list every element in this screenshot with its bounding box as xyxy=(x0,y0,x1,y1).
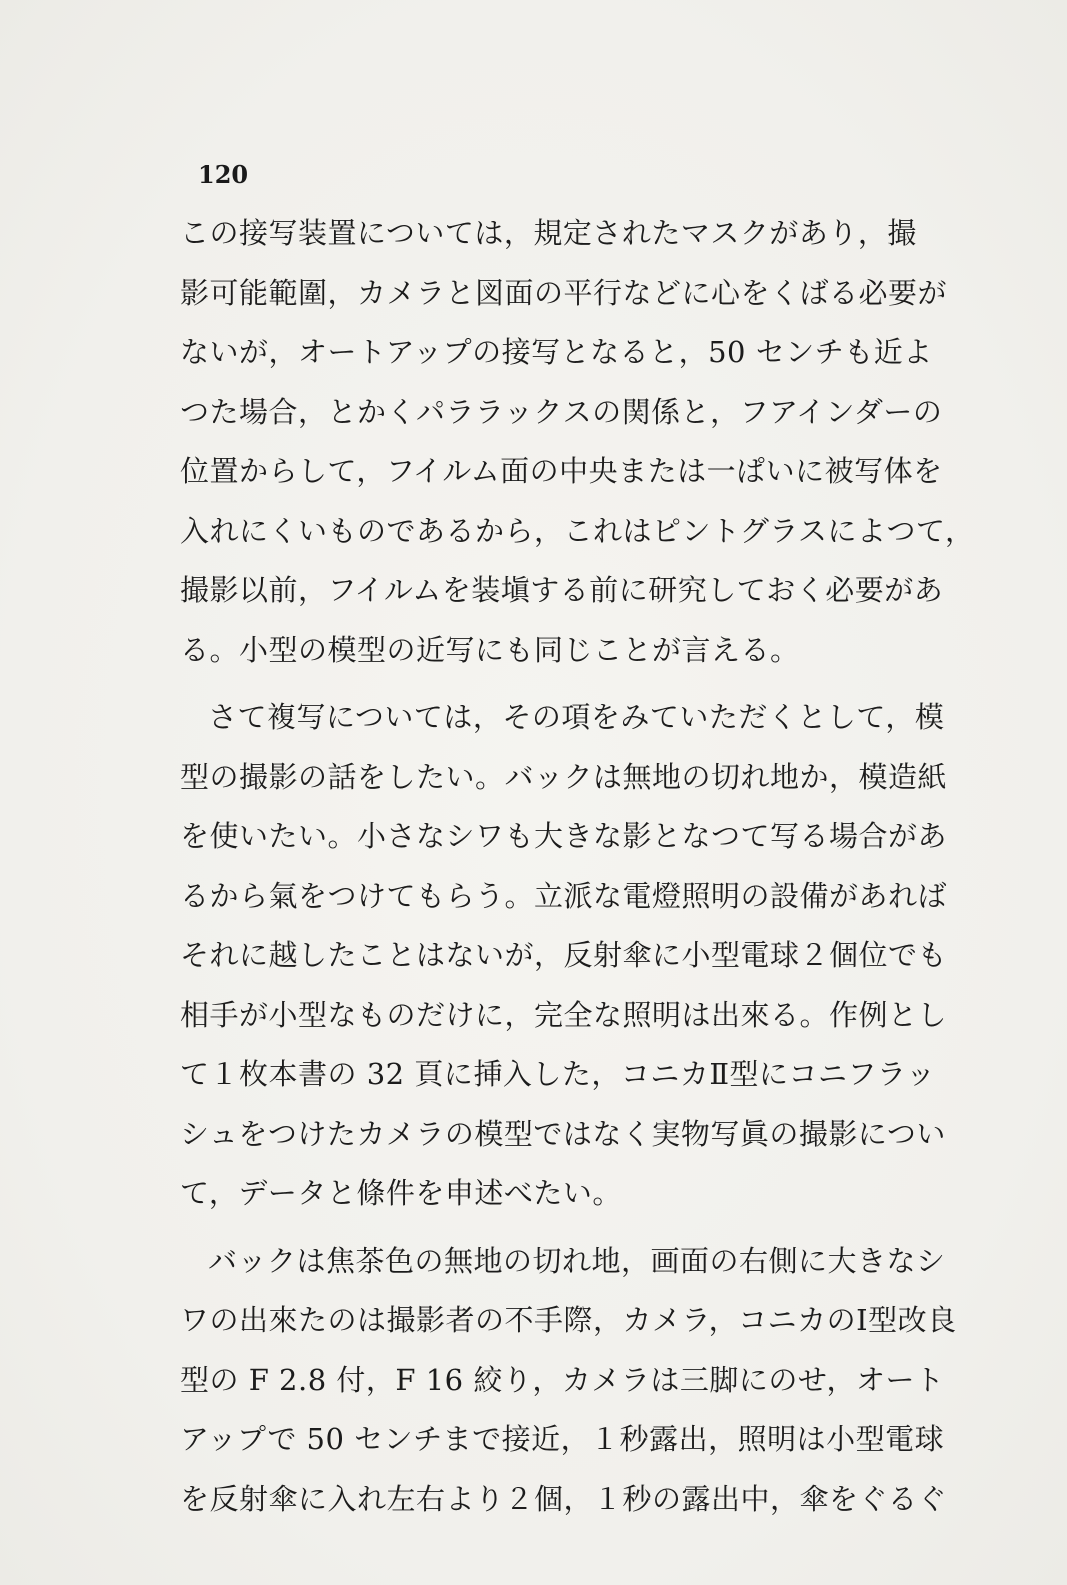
text-line: を使いたい。小さなシワも大きな影となつて写る場合があ xyxy=(180,819,948,853)
text-line: を反射傘に入れ左右より２個，１秒の露出中，傘をぐるぐ xyxy=(180,1481,948,1516)
text-line: 型の撮影の話をしたい。バックは無地の切れ地か，模造紙 xyxy=(180,759,948,794)
text-line: さて複写については，その項をみていただくとして，模 xyxy=(208,700,945,734)
text-line: 影可能範圍，カメラと図面の平行などに心をくばる必要が xyxy=(180,275,948,310)
text-line: る。小型の模型の近写にも同じことが言える。 xyxy=(180,632,800,667)
text-line: て１枚本書の 32 頁に挿入した，コニカⅡ型にコニフラッ xyxy=(180,1057,936,1091)
text-line: それに越したことはないが，反射傘に小型電球２個位でも xyxy=(180,938,948,972)
text-line: 型の F 2.8 付，F 16 絞り，カメラは三脚にのせ，オート xyxy=(180,1362,945,1397)
text-line: ワの出來たのは撮影者の不手際，カメラ，コニカのⅠ型改良 xyxy=(180,1303,957,1337)
text-line: つた場合，とかくパララックスの関係と，フアインダーの xyxy=(180,394,943,429)
text-line: シュをつけたカメラの模型ではなく実物写眞の撮影につい xyxy=(180,1116,946,1151)
text-line: 入れにくいものであるから，これはピントグラスによつて， xyxy=(180,513,975,548)
text-line: ないが，オートアップの接写となると，50 センチも近よ xyxy=(180,335,933,369)
text-line: 相手が小型なものだけに，完全な照明は出來る。作例とし xyxy=(180,997,948,1032)
page-number: 120 xyxy=(198,160,249,189)
text-line: 位置からして，フイルム面の中央または一ぱいに被写体を xyxy=(180,454,943,488)
text-line: アップで 50 センチまで接近，１秒露出，照明は小型電球 xyxy=(180,1422,945,1456)
text-line: て，データと條件を申述べたい。 xyxy=(180,1176,622,1210)
text-line: バックは焦茶色の無地の切れ地，画面の右側に大きなシ xyxy=(208,1243,946,1278)
body-text xyxy=(180,204,975,1529)
text-line: 撮影以前，フイルムを装塡する前に研究しておく必要があ xyxy=(180,573,944,607)
text-line: この接写装置については，規定されたマスクがあり，撮 xyxy=(180,216,917,250)
text-line: るから氣をつけてもらう。立派な電燈照明の設備があれば xyxy=(180,878,948,913)
